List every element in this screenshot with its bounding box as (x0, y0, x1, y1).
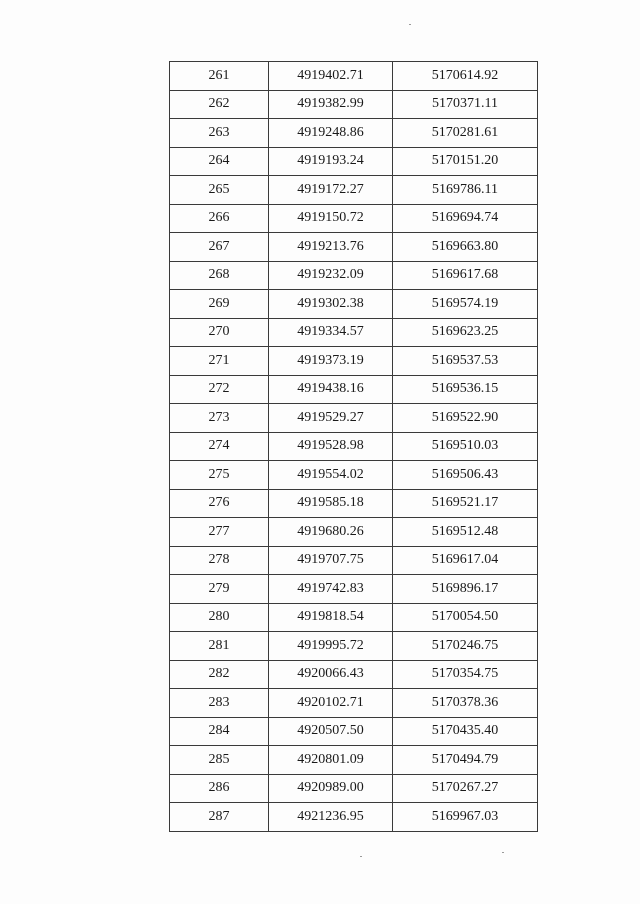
x-coordinate: 4919373.19 (269, 347, 393, 376)
table-row (170, 803, 538, 832)
point-number: 284 (170, 717, 269, 746)
y-coordinate: 5170151.20 (393, 147, 538, 176)
table-row (170, 404, 538, 433)
x-coordinate: 4919334.57 (269, 318, 393, 347)
x-coordinate: 4919382.99 (269, 90, 393, 119)
y-coordinate: 5169617.68 (393, 261, 538, 290)
y-coordinate: 5170378.36 (393, 689, 538, 718)
y-coordinate: 5169510.03 (393, 432, 538, 461)
x-coordinate: 4919193.24 (269, 147, 393, 176)
x-coordinate: 4919529.27 (269, 404, 393, 433)
point-number: 277 (170, 518, 269, 547)
table-row (170, 461, 538, 490)
x-coordinate: 4919150.72 (269, 204, 393, 233)
point-number: 262 (170, 90, 269, 119)
x-coordinate: 4919438.16 (269, 375, 393, 404)
coordinates-table (169, 61, 538, 832)
point-number: 271 (170, 347, 269, 376)
point-number: 280 (170, 603, 269, 632)
point-number: 282 (170, 660, 269, 689)
table-row (170, 432, 538, 461)
table-row (170, 233, 538, 262)
x-coordinate: 4919172.27 (269, 176, 393, 205)
x-coordinate: 4920989.00 (269, 774, 393, 803)
table-row (170, 575, 538, 604)
x-coordinate: 4919248.86 (269, 119, 393, 148)
y-coordinate: 5170246.75 (393, 632, 538, 661)
y-coordinate: 5169521.17 (393, 489, 538, 518)
point-number: 267 (170, 233, 269, 262)
table-row (170, 746, 538, 775)
table-row (170, 147, 538, 176)
x-coordinate: 4919995.72 (269, 632, 393, 661)
x-coordinate: 4919707.75 (269, 546, 393, 575)
x-coordinate: 4919213.76 (269, 233, 393, 262)
x-coordinate: 4919680.26 (269, 518, 393, 547)
table-row (170, 290, 538, 319)
y-coordinate: 5169967.03 (393, 803, 538, 832)
point-number: 276 (170, 489, 269, 518)
x-coordinate: 4919302.38 (269, 290, 393, 319)
y-coordinate: 5170494.79 (393, 746, 538, 775)
point-number: 287 (170, 803, 269, 832)
point-number: 261 (170, 62, 269, 91)
y-coordinate: 5169512.48 (393, 518, 538, 547)
y-coordinate: 5170354.75 (393, 660, 538, 689)
point-number: 268 (170, 261, 269, 290)
point-number: 279 (170, 575, 269, 604)
x-coordinate: 4920507.50 (269, 717, 393, 746)
y-coordinate: 5169536.15 (393, 375, 538, 404)
y-coordinate: 5169896.17 (393, 575, 538, 604)
table-row (170, 717, 538, 746)
y-coordinate: 5170435.40 (393, 717, 538, 746)
y-coordinate: 5169786.11 (393, 176, 538, 205)
point-number: 281 (170, 632, 269, 661)
table-row (170, 318, 538, 347)
y-coordinate: 5169623.25 (393, 318, 538, 347)
point-number: 275 (170, 461, 269, 490)
table-row (170, 603, 538, 632)
x-coordinate: 4920066.43 (269, 660, 393, 689)
x-coordinate: 4919818.54 (269, 603, 393, 632)
point-number: 270 (170, 318, 269, 347)
table-row (170, 660, 538, 689)
x-coordinate: 4919402.71 (269, 62, 393, 91)
point-number: 269 (170, 290, 269, 319)
table-row (170, 489, 538, 518)
y-coordinate: 5170054.50 (393, 603, 538, 632)
point-number: 263 (170, 119, 269, 148)
table-row (170, 204, 538, 233)
point-number: 266 (170, 204, 269, 233)
x-coordinate: 4920801.09 (269, 746, 393, 775)
table-row (170, 119, 538, 148)
table-row (170, 689, 538, 718)
scan-speck (409, 24, 411, 25)
x-coordinate: 4919742.83 (269, 575, 393, 604)
point-number: 272 (170, 375, 269, 404)
y-coordinate: 5169663.80 (393, 233, 538, 262)
y-coordinate: 5169522.90 (393, 404, 538, 433)
point-number: 278 (170, 546, 269, 575)
y-coordinate: 5170371.11 (393, 90, 538, 119)
scan-speck (360, 856, 362, 857)
y-coordinate: 5170267.27 (393, 774, 538, 803)
y-coordinate: 5169506.43 (393, 461, 538, 490)
table-row (170, 347, 538, 376)
point-number: 285 (170, 746, 269, 775)
table-row (170, 176, 538, 205)
x-coordinate: 4919232.09 (269, 261, 393, 290)
table-row (170, 632, 538, 661)
table-row (170, 90, 538, 119)
scan-speck (502, 852, 504, 853)
table-row (170, 518, 538, 547)
y-coordinate: 5169537.53 (393, 347, 538, 376)
table-row (170, 546, 538, 575)
y-coordinate: 5170614.92 (393, 62, 538, 91)
y-coordinate: 5170281.61 (393, 119, 538, 148)
y-coordinate: 5169574.19 (393, 290, 538, 319)
table-row (170, 261, 538, 290)
table-row (170, 375, 538, 404)
y-coordinate: 5169617.04 (393, 546, 538, 575)
table-row (170, 62, 538, 91)
point-number: 264 (170, 147, 269, 176)
table-row (170, 774, 538, 803)
x-coordinate: 4921236.95 (269, 803, 393, 832)
point-number: 274 (170, 432, 269, 461)
point-number: 265 (170, 176, 269, 205)
x-coordinate: 4920102.71 (269, 689, 393, 718)
x-coordinate: 4919528.98 (269, 432, 393, 461)
coordinates-table-body (170, 62, 538, 832)
point-number: 286 (170, 774, 269, 803)
x-coordinate: 4919554.02 (269, 461, 393, 490)
point-number: 283 (170, 689, 269, 718)
point-number: 273 (170, 404, 269, 433)
y-coordinate: 5169694.74 (393, 204, 538, 233)
x-coordinate: 4919585.18 (269, 489, 393, 518)
